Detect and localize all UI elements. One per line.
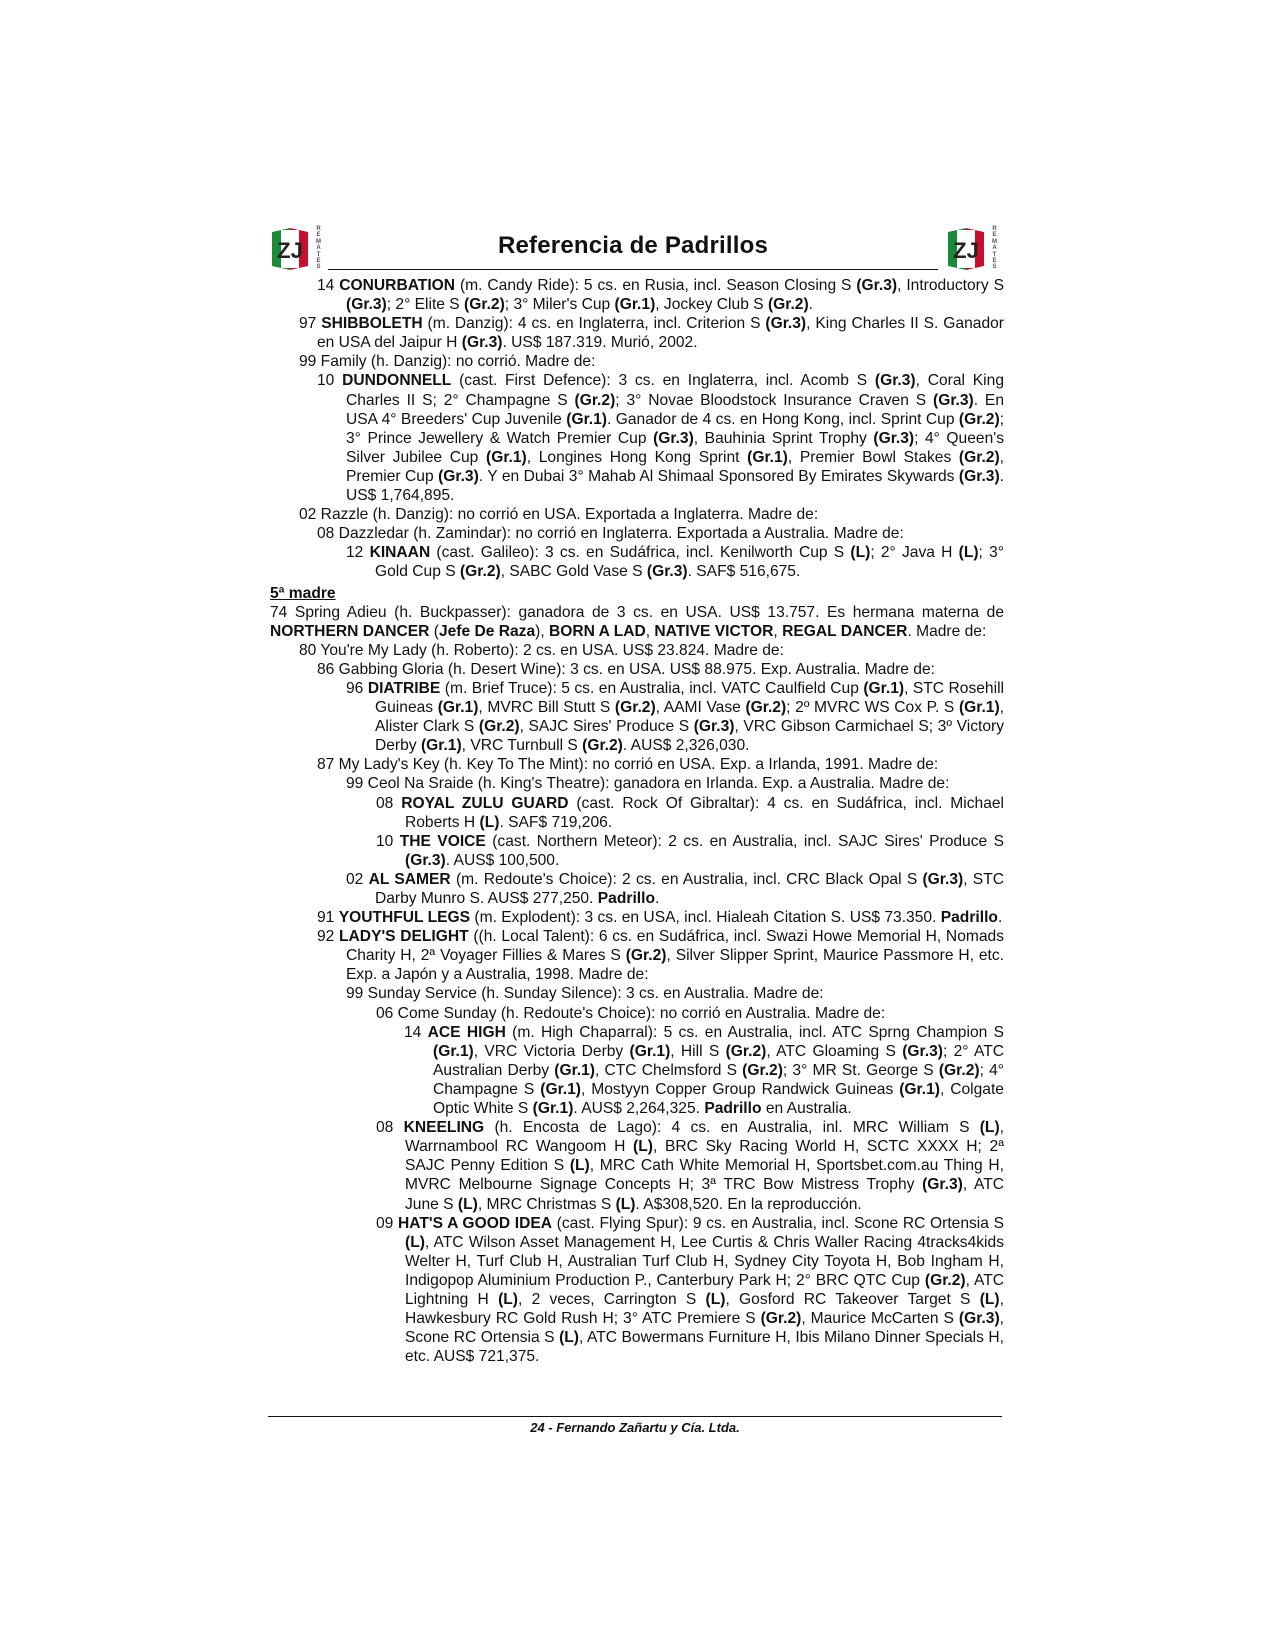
bold-text: (Gr.1) <box>566 410 607 428</box>
zj-remates-logo-right <box>944 226 998 272</box>
bold-text: KINAAN <box>369 544 431 562</box>
pedigree-entry <box>270 314 1004 352</box>
bold-text: NORTHERN DANCER <box>270 622 430 640</box>
text-run: ; 2° ATC Australian Derby <box>433 1042 1004 1079</box>
text-run: , SABC Gold Vase S <box>500 563 647 581</box>
bold-text: (Gr.2) <box>958 410 1000 428</box>
zj-logo-icon <box>944 226 988 272</box>
zj-logo-icon <box>268 226 312 272</box>
text-run: , Premier Bowl Stakes <box>787 448 959 466</box>
bold-text: ACE HIGH <box>427 1023 506 1041</box>
bold-text: (L) <box>979 1290 1000 1308</box>
text-run: , MVRC Bill Stutt S <box>478 699 615 717</box>
bold-text: (Gr.3) <box>873 429 915 447</box>
bold-text: (Gr.2) <box>614 699 656 717</box>
pedigree-entry <box>270 660 1004 679</box>
page-header <box>268 226 998 274</box>
text-run: 87 My Lady's Key (h. Key To The Mint): no corrió en USA. Exp. a Irlanda, 1991. Madre de: <box>317 756 939 774</box>
bold-text: (Gr.3) <box>346 296 387 314</box>
bold-text: (Gr.1) <box>420 737 462 755</box>
text-run: , Maurice McCarten S <box>801 1310 959 1328</box>
bold-text: (Gr.3) <box>693 718 735 736</box>
text-run: (m. Redoute's Choice): 2 cs. en Australia, incl. CRC Black Opal S <box>450 870 923 888</box>
pedigree-content <box>270 276 1004 1366</box>
bold-text: NATIVE VICTOR <box>654 622 774 640</box>
bold-text: AL SAMER <box>368 870 451 888</box>
bold-text: (Gr.1) <box>486 448 527 466</box>
text-run: (m. High Chaparral): 5 cs. en Australia, incl. ATC Sprng Champion S <box>505 1023 1004 1041</box>
text-run: 14 <box>404 1023 428 1041</box>
text-run: , Gosford RC Takeover Target S <box>725 1290 980 1308</box>
bold-text: (L) <box>457 1195 478 1213</box>
text-run: , VRC Gibson Carmichael S; 3º Victory Derby <box>375 718 1004 755</box>
text-run: (m. Brief Truce): 5 cs. en Australia, incl. VATC Caulfield Cup <box>440 679 864 697</box>
text-run: , ATC June S <box>405 1176 1004 1213</box>
text-run: (h. Encosta de Lago): 4 cs. en Australia, inl. MRC William S <box>484 1119 980 1137</box>
bold-text: (Gr.2) <box>574 391 616 409</box>
text-run: 10 <box>376 832 400 850</box>
pedigree-entry <box>270 832 1004 870</box>
bold-text: (L) <box>479 813 500 831</box>
text-run: ; 3° MR St. George S <box>782 1061 939 1079</box>
bold-text: (Gr.2) <box>767 296 809 314</box>
text-run: . Madre de: <box>907 622 987 640</box>
text-run: , SAJC Sires' Produce S <box>519 718 694 736</box>
text-run: , ATC Bowermans Furniture H, Ibis Milano Dinner Specials H, etc. AUS$ 721,375. <box>405 1329 1004 1366</box>
text-run: ( <box>429 622 439 640</box>
text-run: , MRC Cath White Memorial H, Sportsbet.com.au Thing H, MVRC Melbourne Signage Concepts H; 3ª TRC Bow Mistress Trophy <box>405 1157 1004 1194</box>
text-run: . Y en Dubai 3° Mahab Al Shimaal Sponsored By Emirates Skywards <box>478 467 959 485</box>
pedigree-entry <box>270 908 1004 927</box>
bold-text: LADY'S DELIGHT <box>339 928 469 946</box>
text-run: , <box>773 622 783 640</box>
pedigree-entry <box>270 755 1004 774</box>
text-run: , Alister Clark S <box>375 699 1005 736</box>
remates-vertical-text: R E M A T E S <box>316 226 321 271</box>
text-run: 99 Sunday Service (h. Sunday Silence): 3 cs. en Australia. Madre de: <box>346 985 824 1003</box>
text-run: , Jockey Club S <box>655 296 768 314</box>
bold-text: SHIBBOLETH <box>321 315 423 333</box>
bold-text: (Gr.3) <box>958 1310 1000 1328</box>
bold-text: (Gr.3) <box>856 277 898 294</box>
text-run: . SAF$ 719,206. <box>499 813 613 831</box>
bold-text: (L) <box>979 1119 1000 1137</box>
text-run: (m. Explodent): 3 cs. en USA, incl. Hialeah Citation S. US$ 73.350. <box>470 909 941 927</box>
bold-text: (Gr.3) <box>922 870 964 888</box>
bold-text: Padrillo <box>704 1100 762 1118</box>
pedigree-entry <box>270 927 1004 984</box>
pedigree-entry <box>270 641 1004 660</box>
text-run: , Silver Slipper Sprint, Maurice Passmore H, etc. Exp. a Japón y a Australia, 1998. Madre de: <box>346 947 1004 984</box>
bold-text: (Gr.2) <box>760 1310 802 1328</box>
bold-text: (Gr.1) <box>554 1061 595 1079</box>
text-run: , ATC Gloaming S <box>766 1042 903 1060</box>
text-run: (cast. First Defence): 3 cs. en Inglaterra, incl. Acomb S <box>451 372 875 390</box>
text-run: (cast. Northern Meteor): 2 cs. en Australia, incl. SAJC Sires' Produce S <box>485 832 1004 850</box>
text-run: 86 Gabbing Gloria (h. Desert Wine): 3 cs. en USA. US$ 88.975. Exp. Australia. Madre de: <box>317 660 935 678</box>
text-run: 10 <box>317 372 343 390</box>
text-run: , Longines Hong Kong Sprint <box>526 448 748 466</box>
text-run: . <box>808 296 814 314</box>
text-run: en Australia. <box>761 1100 852 1118</box>
bold-text: BORN A LAD <box>549 622 646 640</box>
bold-text: (L) <box>958 544 979 562</box>
bold-text: (L) <box>569 1157 590 1175</box>
pedigree-entry <box>270 276 1004 314</box>
text-run: ; 4° Champagne S <box>433 1061 1004 1098</box>
text-run: ; 4° Queen's Silver Jubilee Cup <box>346 429 1005 466</box>
text-run: (m. Danzig): 4 cs. en Inglaterra, incl. Criterion S <box>422 315 766 333</box>
text-run: 92 <box>317 928 340 946</box>
text-run: . AUS$ 2,264,325. <box>573 1100 705 1118</box>
page-footer: 24 - Fernando Zañartu y Cía. Ltda. <box>530 1420 740 1435</box>
text-run: 08 <box>376 794 402 812</box>
section-heading <box>270 584 1004 603</box>
bold-text: (Gr.2) <box>742 1061 783 1079</box>
bold-text: Padrillo <box>597 890 655 907</box>
bold-text: (Gr.2) <box>958 448 1000 466</box>
bold-text: (Gr.2) <box>938 1061 980 1079</box>
bold-text: Jefe De Raza <box>438 622 536 640</box>
text-run: , Introductory S <box>897 277 1004 294</box>
bold-text: (Gr.3) <box>405 851 446 869</box>
text-run: ; 2° Elite S <box>386 296 465 314</box>
bold-text: (Gr.3) <box>653 429 694 447</box>
bold-text: (Gr.2) <box>745 699 787 717</box>
text-run: , MRC Christmas S <box>477 1195 616 1213</box>
text-run: ; 3° Novae Bloodstock Insurance Craven S <box>615 391 933 409</box>
bold-text: (Gr.3) <box>958 467 1000 485</box>
text-run: , Bauhinia Sprint Trophy <box>693 429 874 447</box>
bold-text: (Gr.1) <box>629 1042 671 1060</box>
bold-text: (Gr.2) <box>459 563 501 581</box>
bold-text: DUNDONNELL <box>342 372 452 390</box>
text-run: , Coral King Charles II S; 2° Champagne S <box>346 372 1004 409</box>
bold-text: (Gr.1) <box>863 679 905 697</box>
bold-text: (L) <box>850 544 871 562</box>
text-run: 99 Ceol Na Sraide (h. King's Theatre): ganadora en Irlanda. Exp. a Australia. Madre de: <box>346 775 950 793</box>
text-run: , Colgate Optic White S <box>433 1080 1004 1118</box>
bold-text: (Gr.1) <box>540 1080 581 1098</box>
pedigree-entry <box>270 1214 1004 1367</box>
pedigree-entry <box>270 870 1004 908</box>
bold-text: (Gr.1) <box>747 448 788 466</box>
bold-text: (Gr.2) <box>464 296 505 314</box>
pedigree-entry <box>270 1023 1004 1118</box>
bold-text: YOUTHFUL LEGS <box>338 909 471 927</box>
bold-text: Padrillo <box>940 909 998 927</box>
bold-text: (Gr.3) <box>933 391 974 409</box>
footer-rule <box>268 1416 1002 1417</box>
text-run: , Mostyyn Copper Group Randwick Guineas <box>580 1080 900 1098</box>
pedigree-entry <box>270 1118 1004 1213</box>
pedigree-entry <box>270 505 1004 524</box>
bold-text: (Gr.3) <box>874 372 916 390</box>
bold-text: (Gr.2) <box>582 737 623 755</box>
text-run: 14 <box>317 277 340 294</box>
text-run: 02 Razzle (h. Danzig): no corrió en USA. Exportada a Inglaterra. Madre de: <box>299 506 819 524</box>
bold-text: (Gr.1) <box>433 1042 474 1060</box>
text-run: (cast. Rock Of Gibraltar): 4 cs. en Sudáfrica, incl. Michael Roberts H <box>405 794 1005 831</box>
bold-text: ROYAL ZULU GUARD <box>401 794 569 812</box>
bold-text: (Gr.1) <box>614 296 656 314</box>
text-run: . Ganador de 4 cs. en Hong Kong, incl. Sprint Cup <box>606 410 959 428</box>
pedigree-entry <box>270 794 1004 832</box>
text-run: , Scone RC Ortensia S <box>405 1310 1004 1347</box>
bold-text: (Gr.1) <box>899 1080 940 1098</box>
bold-text: THE VOICE <box>399 832 486 850</box>
text-run: ; 3° Miler's Cup <box>504 296 615 314</box>
text-run: , CTC Chelmsford S <box>595 1061 743 1079</box>
text-run: , 2 veces, Carrington S <box>517 1290 706 1308</box>
bold-text: (Gr.1) <box>437 699 479 717</box>
pedigree-entry <box>270 679 1004 755</box>
text-run: . <box>654 890 660 907</box>
bold-text: (Gr.3) <box>461 334 503 352</box>
pedigree-entry <box>270 543 1004 581</box>
text-run: . AUS$ 2,326,030. <box>622 737 750 755</box>
text-run: 02 <box>346 870 369 888</box>
text-run: , Warrnambool RC Wangoom H <box>405 1119 1004 1156</box>
text-run: , King Charles II S. Ganador en USA del Jaipur H <box>317 315 1004 352</box>
bold-text: (L) <box>633 1138 653 1156</box>
text-run: , STC Darby Munro S. AUS$ 277,250. <box>375 870 1004 907</box>
bold-text: (Gr.1) <box>958 699 1000 717</box>
text-run: , VRC Turnbull S <box>461 737 583 755</box>
text-run: . En USA 4° Breeders' Cup Juvenile <box>346 391 1004 428</box>
pedigree-entry <box>270 524 1004 543</box>
text-run: . AUS$ 100,500. <box>445 851 560 869</box>
text-run: , Premier Cup <box>346 448 1004 485</box>
bold-text: (Gr.3) <box>765 315 807 333</box>
bold-text: (Gr.3) <box>922 1176 963 1194</box>
text-run: , ATC Wilson Asset Management H, Lee Curtis & Chris Waller Racing 4tracks4kids Welter H, Turf Club H, Australian Turf Club H, Sydney City Toyota H, Bob Ingham H, Indigopop Aluminium Production P., Canterbury Park H; 2° BRC QTC Cup <box>405 1233 1004 1289</box>
text-run: 08 <box>376 1119 404 1137</box>
bold-text: (Gr.1) <box>532 1100 574 1118</box>
bold-text: (Gr.2) <box>924 1271 966 1289</box>
text-run: ((h. Local Talent): 6 cs. en Sudáfrica, incl. Swazi Howe Memorial H, Nomads Charity H, 2ª Voyager Fillies & Mares S <box>346 928 1004 965</box>
pedigree-entry <box>270 1004 1004 1023</box>
bold-text: DIATRIBE <box>367 679 441 697</box>
text-run: ; 3° Gold Cup S <box>375 544 1004 581</box>
text-run: . A$308,520. En la reproducción. <box>635 1195 862 1213</box>
text-run: . US$ 187.319. Murió, 2002. <box>502 334 698 352</box>
bold-text: (Gr.3) <box>646 563 688 581</box>
text-run: 97 <box>299 315 322 333</box>
text-run: 08 Dazzledar (h. Zamindar): no corrió en Inglaterra. Exportada a Australia. Madre de: <box>317 525 904 543</box>
text-run: 74 Spring Adieu (h. Buckpasser): ganadora de 3 cs. en USA. US$ 13.757. Es hermana materna de <box>270 603 1004 621</box>
text-run: (cast. Galileo): 3 cs. en Sudáfrica, incl. Kenilworth Cup S <box>430 544 851 562</box>
text-run: 80 You're My Lady (h. Roberto): 2 cs. en USA. US$ 23.824. Madre de: <box>299 641 784 659</box>
svg-text:ZJ: ZJ <box>953 238 979 263</box>
text-run: 96 <box>346 679 368 697</box>
text-run: , <box>645 622 655 640</box>
text-run: ; 3° Prince Jewellery & Watch Premier Cup <box>346 410 1004 447</box>
bold-text: (Gr.2) <box>478 718 520 736</box>
page-title: Referencia de Padrillos <box>497 232 769 259</box>
bold-text: (Gr.3) <box>438 467 479 485</box>
pedigree-entry <box>270 984 1004 1003</box>
text-run: . SAF$ 516,675. <box>687 563 801 581</box>
bold-text: (L) <box>615 1195 636 1213</box>
bold-text: CONURBATION <box>339 277 456 294</box>
bold-text: (L) <box>559 1329 579 1347</box>
text-run: 91 <box>317 909 339 927</box>
bold-text: (Gr.3) <box>902 1042 943 1060</box>
bold-text: REGAL DANCER <box>782 622 908 640</box>
text-run: , Hill S <box>670 1042 726 1060</box>
text-run: (m. Candy Ride): 5 cs. en Rusia, incl. Season Closing S <box>455 277 857 294</box>
text-run: 12 <box>346 544 370 562</box>
text-run: , AAMI Vase <box>655 699 746 717</box>
text-run: , Hawkesbury RC Gold Rush H; 3° ATC Premiere S <box>405 1290 1004 1328</box>
text-run: , STC Rosehill Guineas <box>375 679 1004 717</box>
pedigree-entry <box>270 603 1004 641</box>
bold-text: (L) <box>498 1290 518 1308</box>
text-run: (cast. Flying Spur): 9 cs. en Australia, incl. Scone RC Ortensia S <box>552 1214 1005 1232</box>
pedigree-entry <box>270 352 1004 371</box>
bold-text: (L) <box>405 1233 425 1251</box>
text-run: 5ª madre <box>270 584 336 602</box>
text-run: 09 <box>376 1214 399 1232</box>
text-run: , ATC Lightning H <box>405 1271 1004 1308</box>
text-run: ; 2° Java H <box>870 544 959 562</box>
text-run: . US$ 1,764,895. <box>346 467 1004 505</box>
text-run: , BRC Sky Racing World H, SCTC XXXX H; 2ª SAJC Penny Edition S <box>405 1138 1005 1175</box>
title-underline <box>328 269 938 270</box>
svg-text:ZJ: ZJ <box>277 238 303 263</box>
bold-text: HAT'S A GOOD IDEA <box>398 1214 553 1232</box>
bold-text: KNEELING <box>403 1119 485 1137</box>
text-run: 06 Come Sunday (h. Redoute's Choice): no corrió en Australia. Madre de: <box>376 1004 886 1022</box>
remates-vertical-text: R E M A T E S <box>992 226 997 271</box>
bold-text: (Gr.2) <box>625 947 667 965</box>
bold-text: (Gr.2) <box>725 1042 767 1060</box>
bold-text: (L) <box>705 1290 726 1308</box>
text-run: ; 2º MVRC WS Cox P. S <box>786 699 959 717</box>
text-run: . <box>997 909 1003 927</box>
text-run: 99 Family (h. Danzig): no corrió. Madre de: <box>299 353 596 371</box>
text-run: , VRC Victoria Derby <box>473 1042 630 1060</box>
pedigree-entry <box>270 371 1004 505</box>
pedigree-entry <box>270 774 1004 793</box>
text-run: ), <box>535 622 550 640</box>
zj-remates-logo-left <box>268 226 322 272</box>
